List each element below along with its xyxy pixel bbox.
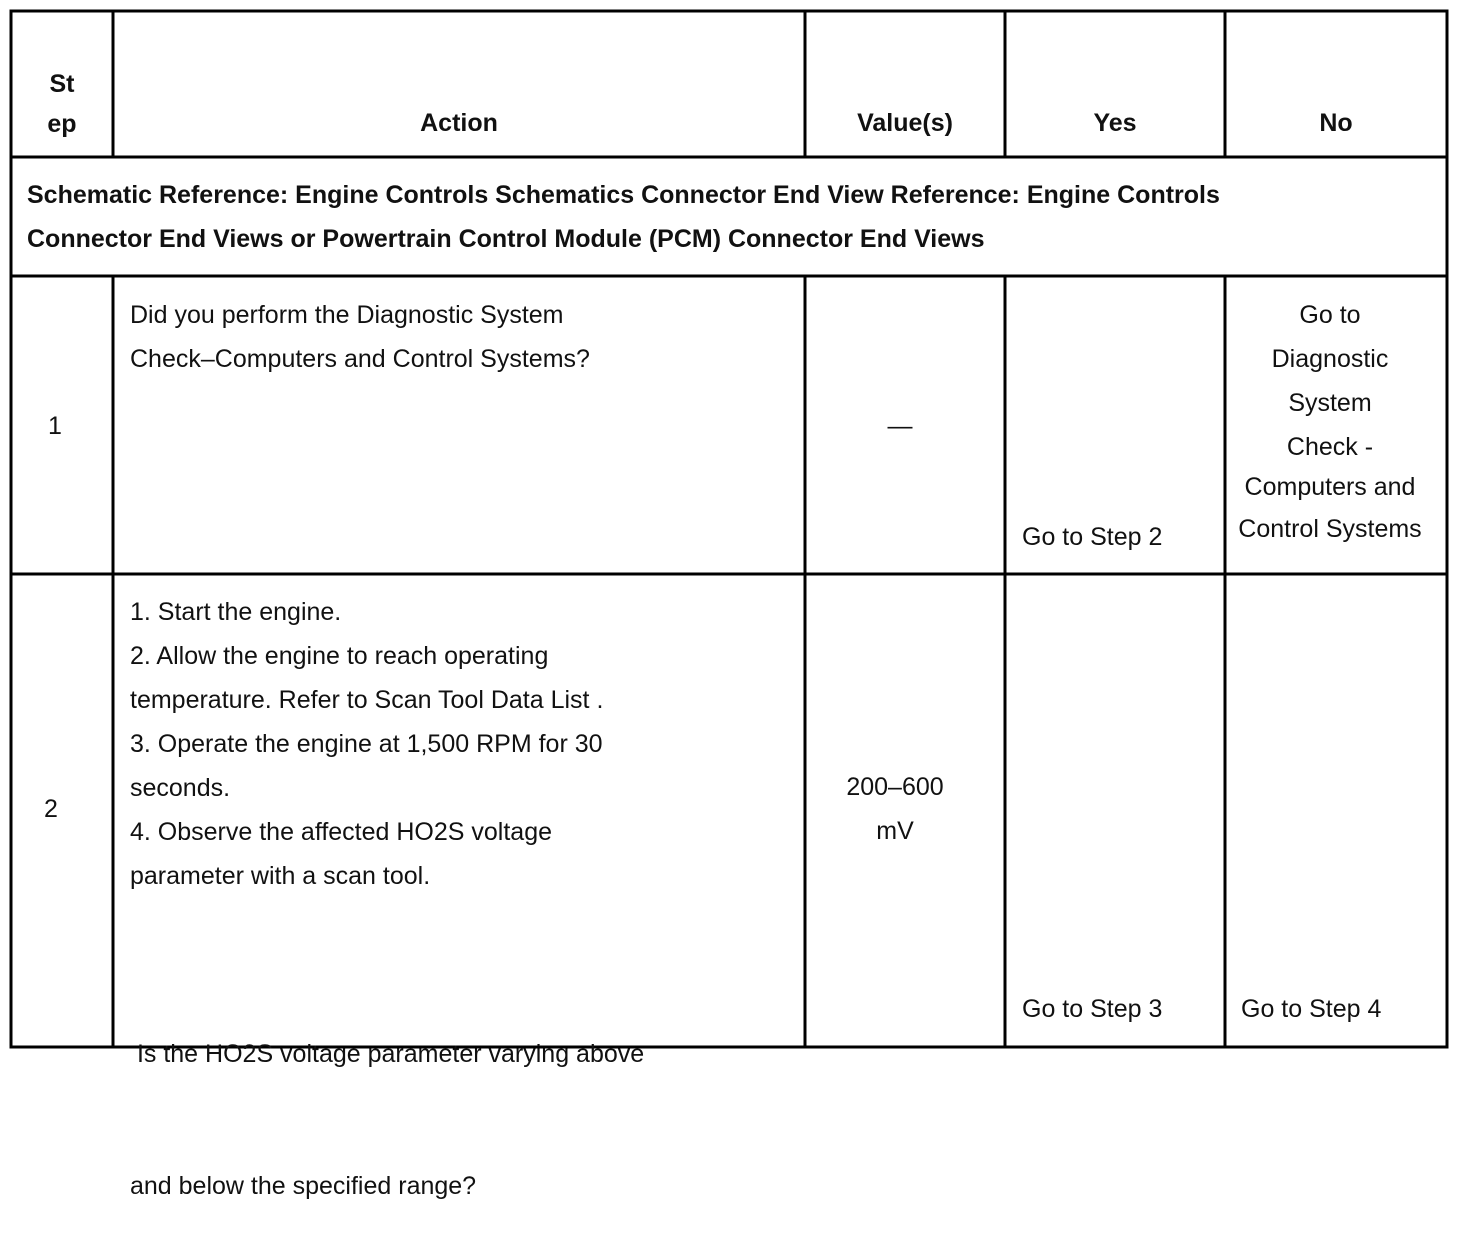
row2-question-line: Is the HO2S voltage parameter varying above (130, 1040, 645, 1068)
row2-action-line: 1. Start the engine. (130, 598, 342, 626)
header-step-line2: ep (47, 110, 77, 138)
row1-no-line: System (1288, 389, 1372, 417)
header-no: No (1319, 109, 1353, 137)
row2-question-line: and below the specified range? (130, 1172, 477, 1200)
row2-value-line: 200–600 (846, 773, 944, 801)
row2-question (130, 944, 644, 1252)
header-values: Value(s) (857, 109, 953, 137)
row1-action (130, 293, 590, 381)
row2-action-line: 2. Allow the engine to reach operating (130, 642, 549, 670)
reference-line-2: Connector End Views or Powertrain Control Module (PCM) Connector End Views (27, 225, 985, 253)
row2-step: 2 (44, 795, 58, 823)
row1-no-line: Control Systems (1238, 515, 1422, 543)
row1-value: — (887, 412, 913, 440)
row2-value (807, 765, 983, 853)
row1-action-line: Did you perform the Diagnostic System (130, 301, 564, 329)
row1-action-line: Check–Computers and Control Systems? (130, 345, 590, 373)
row1-no-link[interactable] (1227, 293, 1433, 551)
row2-action-line: 3. Operate the engine at 1,500 RPM for 30 (130, 730, 603, 758)
header-action: Action (420, 109, 498, 137)
row1-yes-link[interactable]: Go to Step 2 (1022, 523, 1163, 551)
row1-no-line: Check - (1286, 433, 1374, 461)
row2-value-line: mV (876, 817, 914, 845)
reference-line-1: Schematic Reference: Engine Controls Schematics Connector End View Reference: Engine Controls (27, 181, 1220, 209)
header-step (13, 62, 111, 146)
row2-action-line: 4. Observe the affected HO2S voltage (130, 818, 553, 846)
row2-action-line: temperature. Refer to Scan Tool Data List . (130, 686, 604, 714)
row1-no-line: Go to (1299, 301, 1361, 329)
row1-no-line: Computers and (1244, 473, 1416, 501)
row2-action-line: parameter with a scan tool. (130, 862, 431, 890)
row1-step: 1 (48, 412, 62, 440)
row2-yes-link[interactable]: Go to Step 3 (1022, 995, 1163, 1023)
header-yes: Yes (1093, 109, 1137, 137)
header-step-line1: St (49, 70, 75, 98)
row2-action (130, 590, 603, 898)
row1-no-line: Diagnostic (1271, 345, 1389, 373)
row2-no-link[interactable]: Go to Step 4 (1241, 995, 1382, 1023)
row2-action-line: seconds. (130, 774, 231, 802)
